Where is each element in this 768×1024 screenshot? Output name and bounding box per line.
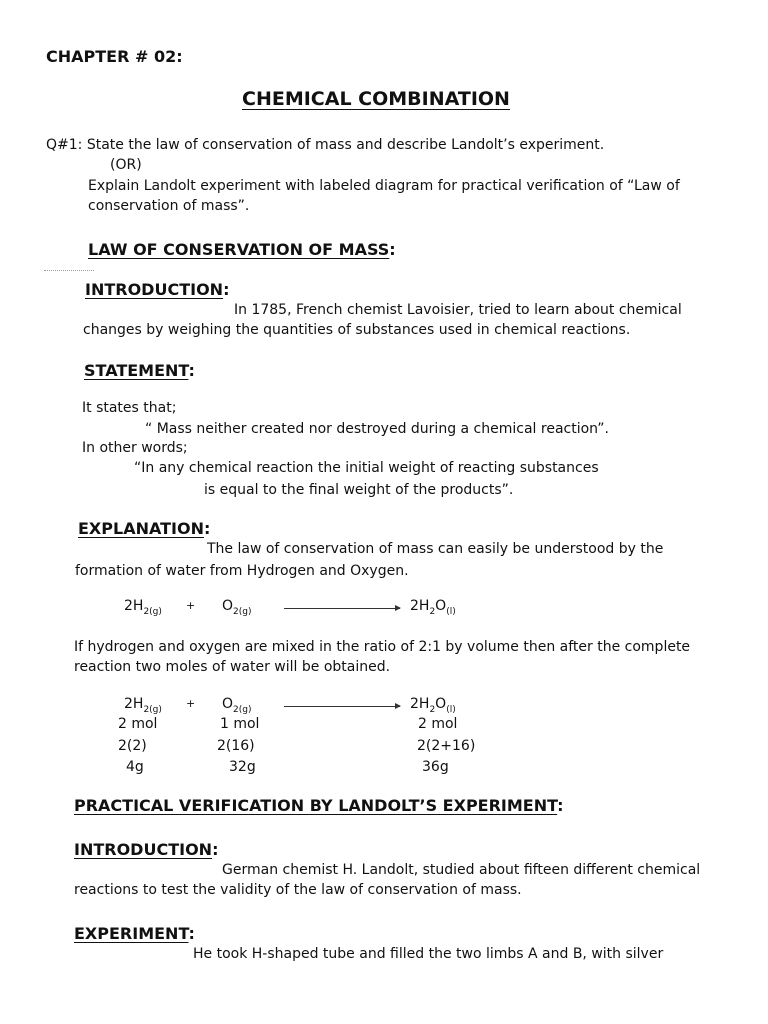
eq2-arrow	[284, 706, 400, 707]
statement-line2: “ Mass neither created nor destroyed during a chemical reaction”.	[145, 421, 609, 437]
mass-expr-water: 2(2+16)	[417, 738, 476, 754]
statement-line4: “In any chemical reaction the initial weight of reacting substances	[134, 460, 599, 476]
law-heading-text: LAW OF CONSERVATION OF MASS	[88, 240, 390, 259]
question-label: Q#1:	[46, 137, 83, 153]
eq1-hydrogen: $2H_{2(g)}$	[124, 598, 162, 617]
practical-heading: PRACTICAL VERIFICATION BY LANDOLT’S EXPERIMENT:	[74, 796, 564, 815]
question-alt-line1: Explain Landolt experiment with labeled diagram for practical verification of “Law of	[88, 178, 680, 194]
explanation-heading: EXPLANATION:	[78, 519, 211, 538]
explanation-line1: The law of conservation of mass can easily be understood by the	[207, 541, 664, 557]
chapter-label: CHAPTER # 02:	[46, 47, 183, 66]
experiment-line1: He took H-shaped tube and filled the two limbs A and B, with silver	[193, 946, 664, 962]
eq2-hydrogen: $2H_{2(g)}$	[124, 696, 162, 715]
mass-hydrogen: 4g	[126, 759, 144, 775]
question-line	[46, 137, 604, 153]
practical-heading-text: PRACTICAL VERIFICATION BY LANDOLT’S EXPERIMENT	[74, 796, 558, 815]
eq1-plus: +	[186, 599, 196, 612]
intro1-heading: INTRODUCTION:	[85, 280, 230, 299]
statement-line1: It states that;	[82, 400, 177, 416]
intro1-line2: changes by weighing the quantities of substances used in chemical reactions.	[83, 322, 631, 338]
eq1-water: $2H_2O_{(l)}$	[410, 598, 456, 617]
dotted-mark	[44, 270, 94, 271]
question-or: (OR)	[110, 157, 142, 173]
explanation-heading-text: EXPLANATION	[78, 519, 204, 538]
question-text: State the law of conservation of mass and describe Landolt’s experiment.	[86, 137, 605, 153]
statement-heading: STATEMENT:	[84, 361, 195, 380]
eq1-arrow	[284, 608, 400, 609]
mole-oxygen: 1 mol	[220, 716, 260, 732]
intro2-line1: German chemist H. Landolt, studied about fifteen different chemical	[222, 862, 701, 878]
mole-hydrogen: 2 mol	[118, 716, 158, 732]
statement-line3: In other words;	[82, 440, 188, 456]
mole-water: 2 mol	[418, 716, 458, 732]
experiment-heading: EXPERIMENT:	[74, 924, 195, 943]
question-alt-line2: conservation of mass”.	[88, 198, 250, 214]
intro1-line1: In 1785, French chemist Lavoisier, tried to learn about chemical	[234, 302, 682, 318]
eq1-oxygen: $O_{2(g)}$	[222, 598, 252, 617]
explanation-line2: formation of water from Hydrogen and Oxygen.	[75, 563, 409, 579]
explanation-para-line2: reaction two moles of water will be obtained.	[74, 659, 391, 675]
eq2-oxygen: $O_{2(g)}$	[222, 696, 252, 715]
explanation-para-line1: If hydrogen and oxygen are mixed in the ratio of 2:1 by volume then after the complete	[74, 639, 691, 655]
intro2-line2: reactions to test the validity of the law of conservation of mass.	[74, 882, 522, 898]
mass-expr-oxygen: 2(16)	[217, 738, 255, 754]
intro2-heading: INTRODUCTION:	[74, 840, 219, 859]
eq2-plus: +	[186, 697, 196, 710]
mass-oxygen: 32g	[229, 759, 256, 775]
eq2-water: $2H_2O_{(l)}$	[410, 696, 456, 715]
page-title: CHEMICAL COMBINATION	[242, 88, 510, 110]
intro2-heading-text: INTRODUCTION	[74, 840, 213, 859]
intro1-heading-text: INTRODUCTION	[85, 280, 224, 299]
mass-expr-hydrogen: 2(2)	[118, 738, 147, 754]
mass-water: 36g	[422, 759, 449, 775]
law-heading: LAW OF CONSERVATION OF MASS:	[88, 240, 396, 259]
experiment-heading-text: EXPERIMENT	[74, 924, 189, 943]
statement-line5: is equal to the final weight of the products”.	[204, 482, 514, 498]
statement-heading-text: STATEMENT	[84, 361, 189, 380]
